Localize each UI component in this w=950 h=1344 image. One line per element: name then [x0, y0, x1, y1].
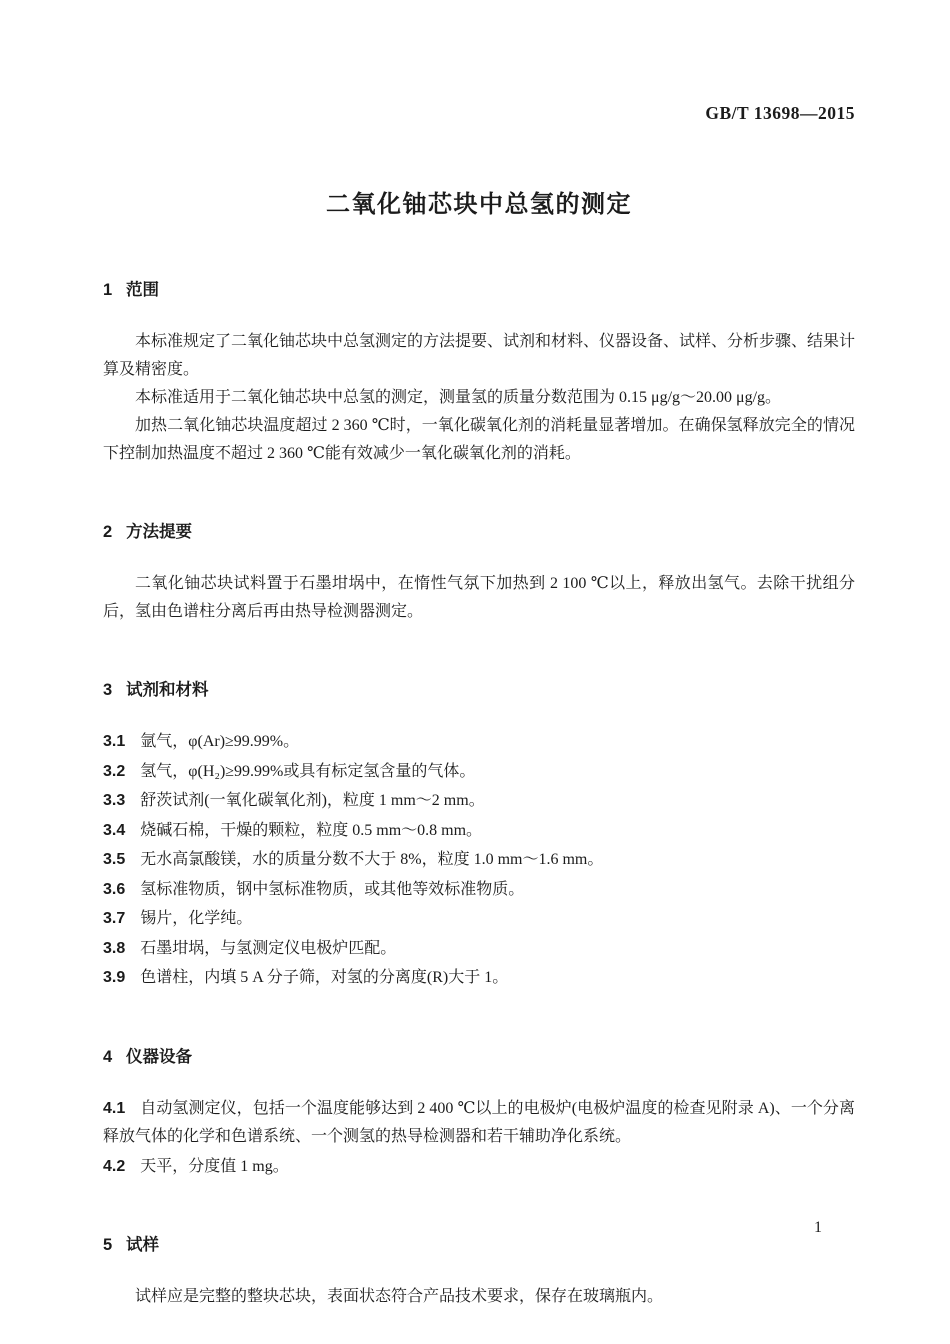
clause-text: 氢气，φ(H₂)≥99.99%或具有标定氢含量的气体。 — [140, 762, 476, 780]
section-number: 1 — [103, 281, 113, 299]
clause-text: 舒茨试剂(一氧化碳氧化剂)，粒度 1 mm～2 mm。 — [140, 792, 485, 809]
paragraph: 试样应是完整的整块芯块，表面状态符合产品技术要求，保存在玻璃瓶内。 — [135, 1288, 664, 1305]
section-number: 2 — [103, 523, 113, 541]
clause-text: 自动氢测定仪，包括一个温度能够达到 2 400 ℃以上的电极炉(电极炉温度的检查见附录 A)、一个分离释放气体的化学和色谱系统、一个测氢的热导检测器和若干辅助净化系统。 — [103, 1099, 855, 1145]
section-title: 仪器设备 — [126, 1047, 192, 1066]
clause-item — [103, 728, 855, 757]
clause-item — [103, 876, 855, 905]
clause-text: 无水高氯酸镁，水的质量分数不大于 8%，粒度 1.0 mm～1.6 mm。 — [140, 851, 604, 868]
section-number: 4 — [103, 1047, 113, 1066]
section-reagents-materials — [103, 681, 855, 993]
clause-item — [103, 935, 855, 964]
page-number: 1 — [814, 1219, 822, 1236]
clause-text: 氢标准物质，钢中氢标准物质，或其他等效标准物质。 — [140, 880, 525, 898]
clause-number: 4.2 — [103, 1157, 126, 1175]
paragraph: 本标准适用于二氧化铀芯块中总氢的测定，测量氢的质量分数范围为 0.15 μg/g～20.00 μg/g。 — [135, 389, 782, 406]
section-heading — [103, 523, 855, 542]
clause-number: 3.1 — [103, 733, 126, 750]
section-method-summary — [103, 523, 855, 626]
clause-number: 3.6 — [103, 880, 126, 898]
doc-header — [103, 104, 855, 122]
page-title: 二氧化铀芯块中总氢的测定 — [326, 191, 632, 218]
clause-number: 3.7 — [103, 910, 126, 927]
section-title: 试剂和材料 — [126, 681, 209, 699]
clause-text: 色谱柱，内填 5 A 分子筛，对氢的分离度(R)大于 1。 — [140, 969, 509, 986]
clause-item — [103, 817, 855, 846]
clause-item — [103, 964, 855, 993]
clause-item — [103, 905, 855, 934]
clause-text: 烧碱石棉，干燥的颗粒，粒度 0.5 mm～0.8 mm。 — [140, 821, 483, 839]
section-apparatus — [103, 1048, 855, 1182]
clause-number: 3.9 — [103, 969, 126, 986]
section-number: 5 — [103, 1236, 113, 1254]
section-sample — [103, 1236, 855, 1311]
section-title: 方法提要 — [126, 523, 192, 541]
section-heading — [103, 281, 855, 300]
clause-number: 3.2 — [103, 762, 126, 780]
clause-item — [103, 758, 855, 787]
clause-number: 3.4 — [103, 821, 126, 839]
section-number: 3 — [103, 681, 113, 699]
section-heading — [103, 681, 855, 700]
clause-item — [103, 1095, 855, 1152]
paragraph: 二氧化铀芯块试料置于石墨坩埚中，在惰性气氛下加热到 2 100 ℃以上，释放出氢气。去除干扰组分后，氢由色谱柱分离后再由热导检测器测定。 — [103, 575, 855, 620]
section-title: 范围 — [126, 281, 159, 299]
clause-number: 3.8 — [103, 939, 126, 957]
section-heading — [103, 1048, 855, 1067]
section-heading — [103, 1236, 855, 1255]
clause-number: 4.1 — [103, 1099, 126, 1117]
clause-text: 石墨坩埚，与氢测定仪电极炉匹配。 — [140, 939, 397, 957]
clause-text: 氩气，φ(Ar)≥99.99%。 — [140, 733, 300, 750]
standard-number: GB/T 13698—2015 — [705, 103, 855, 123]
paragraph: 本标准规定了二氧化铀芯块中总氢测定的方法提要、试剂和材料、仪器设备、试样、分析步骤、结果计算及精密度。 — [103, 333, 856, 378]
clause-item — [103, 846, 855, 875]
clause-item — [103, 1153, 855, 1182]
clause-text: 锡片，化学纯。 — [140, 910, 253, 927]
section-scope — [103, 281, 855, 468]
paragraph: 加热二氧化铀芯块温度超过 2 360 ℃时，一氧化碳氧化剂的消耗量显著增加。在确保氢释放完全的情况下控制加热温度不超过 2 360 ℃能有效减少一氧化碳氧化剂的消耗。 — [103, 417, 855, 462]
clause-number: 3.3 — [103, 792, 126, 809]
clause-text: 天平，分度值 1 mg。 — [140, 1157, 289, 1175]
clause-number: 3.5 — [103, 851, 126, 868]
section-title: 试样 — [126, 1236, 159, 1254]
clause-item — [103, 787, 855, 816]
